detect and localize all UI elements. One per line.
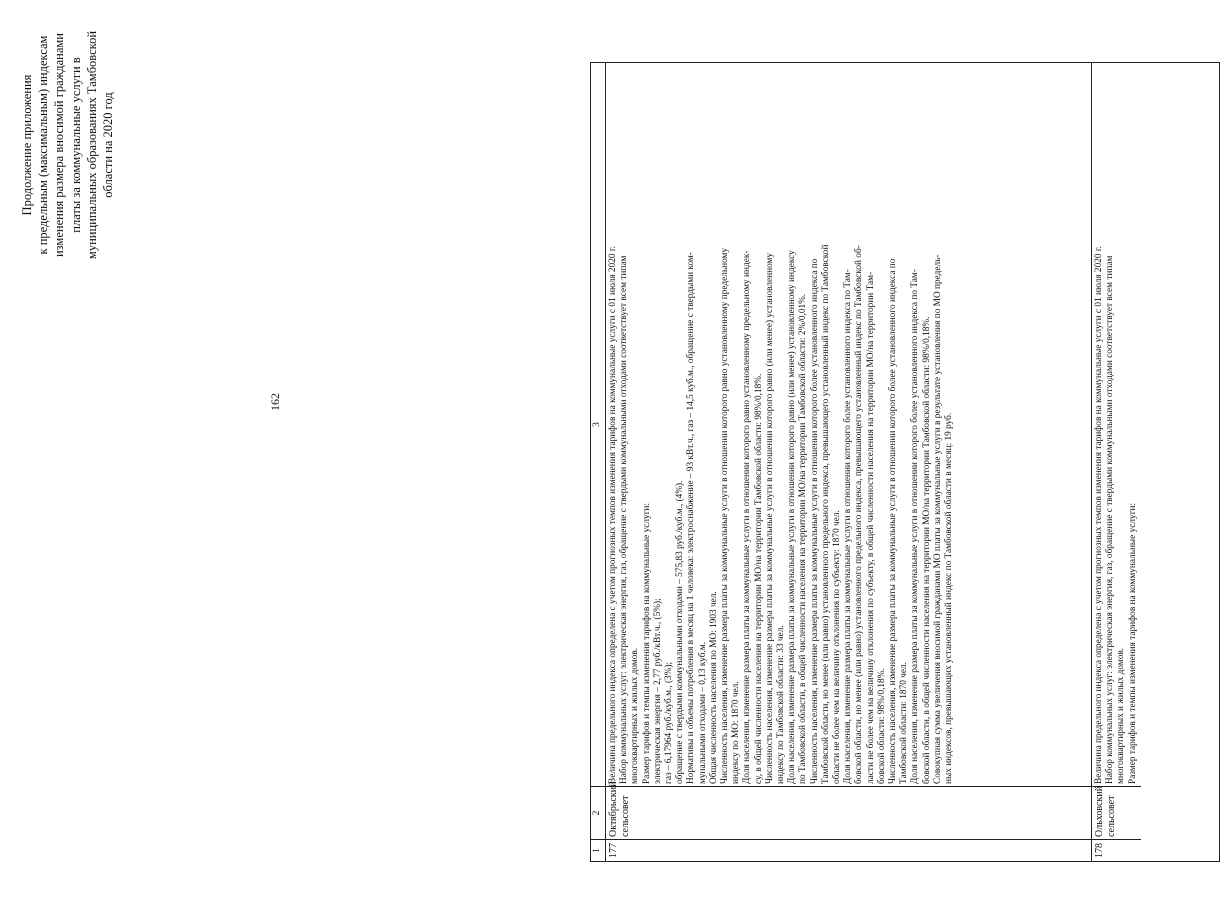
page-number: 162 (268, 393, 282, 411)
row-description (606, 63, 1091, 786)
description-line: области не более чем на величину отклонения по субъекту: 1870 чел. (832, 510, 843, 784)
description-line: Численность населения, изменение размера платы за коммунальные услуги в отношении которого равно (или менее) установленному (764, 252, 775, 784)
description-line: обращение с твердыми коммунальными отходами – 575,83 руб./куб.м., (4%). (675, 480, 686, 784)
description-line: Набор коммунальных услуг: электрическая энергия, газ, обращение с твердыми коммунальными отходами соответствует всем типам (1105, 255, 1116, 784)
description-line: ных индексов, превышающих установленный индекс по Тамбовской области в месяц: 19 руб. (944, 412, 955, 784)
heading-line: к предельным (максимальным) индексам (36, 35, 51, 255)
description-line: су, в общей численности населения на территории МО/на территории Тамбовской области: 98%/0,18%. (753, 373, 764, 784)
description-line: газ – 6,17964 руб./куб.м., (3%); (664, 661, 675, 784)
description-line: Тамбовской области, но менее (или равно) установленного предельного индекса, превышающего установленный индекс по Тамбовской (820, 244, 831, 784)
header-col-description: 3 (592, 422, 602, 427)
description-line: Численность населения, изменение размера платы за коммунальные услуги в отношении которого более установленного индекса по (809, 258, 820, 784)
description-line: Нормативы и объемы потребления в месяц на 1 человека: электроснабжение – 93 кВт.ч., газ – 14,5 куб.м., обращение с твердыми ком- (686, 252, 697, 784)
heading-line: платы за коммунальные услуги в (68, 57, 83, 233)
header-col-number: 1 (591, 839, 605, 861)
description-line: индексу по Тамбовской области: 33 чел. (776, 625, 787, 784)
appendix-heading (19, 5, 134, 285)
table-row (606, 63, 1092, 861)
description-line: Совокупная сумма увеличения вносимой гражданами МО платы за коммунальные услуги в результате установления по МО предель- (932, 254, 943, 784)
row-number: 177 (606, 839, 1091, 861)
heading-line: Продолжение приложения (20, 74, 34, 216)
table-header-row (591, 63, 606, 861)
description-line: бовской области: 98%/0,18%. (876, 668, 887, 784)
description-line: Доля населения, изменение размера платы за коммунальные услуги в отношении которого равно установленному предельному индек- (742, 250, 753, 784)
description-line: ласти не более чем на величину отклонения по субъекту, в общей численности населения на территории МО/на территории Там- (865, 271, 876, 784)
row-number: 178 (1092, 839, 1141, 861)
heading-line: муниципальных образованиях Тамбовской (84, 30, 99, 260)
header-col-municipality: 2 (591, 786, 605, 839)
indices-table (590, 62, 1220, 862)
row-description (1092, 63, 1141, 786)
description-line: Размер тарифов и темпы изменения тарифов на коммунальные услуги: (641, 502, 652, 784)
description-line: по Тамбовской области, в общей численности населения на территории МО/на территории Тамбовской области: 2%/0,01%. (798, 293, 809, 784)
heading-line: области на 2020 год (101, 92, 116, 198)
description-line: Доля населения, изменение размера платы за коммунальные услуги в отношении которого более установленного индекса по Там- (910, 269, 921, 784)
description-line: многоквартирных и жилых домов. (1116, 647, 1127, 784)
description-line: Тамбовской области: 1870 чел. (899, 662, 910, 784)
description-line: Размер тарифов и темпы изменения тарифов на коммунальные услуги: (1127, 502, 1138, 784)
heading-line: изменения размера вносимой гражданами (52, 33, 67, 258)
description-line: Набор коммунальных услуг: электрическая энергия, газ, обращение с твердыми коммунальными отходами соответствует всем типам (619, 255, 630, 784)
description-line: Численность населения, изменение размера платы за коммунальные услуги в отношении которого более установленного индекса по (888, 258, 899, 784)
description-line: Величина предельного индекса определена с учетом прогнозных темпов изменения тарифов на коммунальные услуги с 01 июля 2020 г. (608, 246, 618, 784)
description-line: Доля населения, изменение размера платы за коммунальные услуги в отношении которого более установленного индекса по Там- (843, 269, 854, 784)
description-line: индексу по МО: 1870 чел. (731, 681, 742, 784)
municipality-name: Ольховский сельсовет (1092, 786, 1141, 839)
description-line: Численность населения, изменение размера платы за коммунальные услуги в отношении которого равно установленному предельному (720, 247, 731, 784)
description-line: Величина предельного индекса определена с учетом прогнозных темпов изменения тарифов на коммунальные услуги с 01 июля 2020 г. (1094, 246, 1104, 784)
table-row (1092, 63, 1141, 861)
description-line: бовской области, в общей численности населения на территории МО/на территории Тамбовской области: 98%/0,18%. (921, 316, 932, 784)
description-line: Доля населения, изменение размера платы за коммунальные услуги в отношении которого равно (или менее) установленному индексу (787, 250, 798, 784)
description-line: электрическая энергия – 2,77 руб./кВт.ч., (5%); (652, 598, 663, 784)
description-line: многоквартирных и жилых домов. (630, 647, 641, 784)
description-line: мунальными отходами – 0,13 куб.м. (697, 641, 708, 784)
municipality-name: Октябрьский сельсовет (606, 786, 1091, 839)
description-line: Общая численность населения по МО: 1903 чел. (708, 591, 719, 784)
description-line: бовской области, но менее (или равно) установленного предельного индекса, превышающего установленный индекс по Тамбовской об- (854, 245, 865, 784)
